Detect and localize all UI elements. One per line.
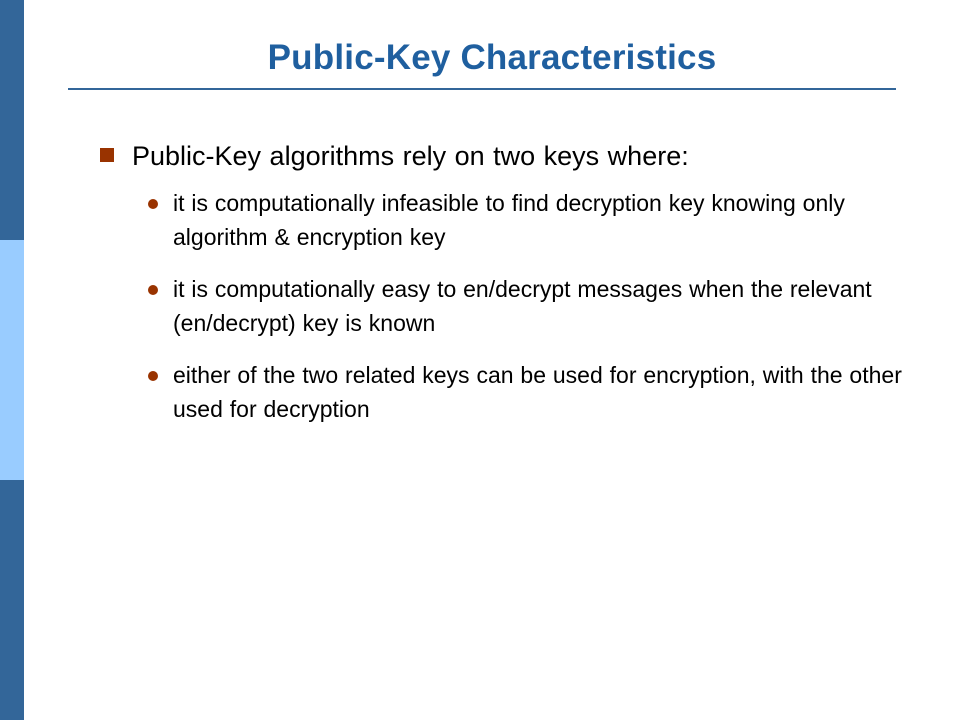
sub-bullet-item bbox=[148, 358, 920, 426]
dot-bullet-icon bbox=[148, 199, 158, 209]
square-bullet-icon bbox=[100, 148, 114, 162]
sub-bullet-text: either of the two related keys can be used for encryption, with the other used for decryption bbox=[173, 362, 902, 422]
dot-bullet-icon bbox=[148, 285, 158, 295]
bullet-item bbox=[100, 139, 920, 173]
side-bar-segment-middle bbox=[0, 240, 24, 480]
bullet-text: Public-Key algorithms rely on two keys where: bbox=[132, 141, 689, 171]
slide-title: Public-Key Characteristics bbox=[267, 38, 717, 77]
side-bar-segment-top bbox=[0, 0, 24, 240]
side-bar-segment-bottom bbox=[0, 480, 24, 720]
sub-bullet-text: it is computationally easy to en/decrypt messages when the relevant (en/decrypt) key is known bbox=[173, 276, 872, 336]
side-accent-bar bbox=[0, 0, 24, 720]
sub-bullet-list bbox=[100, 186, 920, 426]
sub-bullet-item bbox=[148, 272, 920, 340]
dot-bullet-icon bbox=[148, 371, 158, 381]
slide-content bbox=[100, 139, 920, 444]
sub-bullet-item bbox=[148, 186, 920, 254]
sub-bullet-text: it is computationally infeasible to find decryption key knowing only algorithm & encryption key bbox=[173, 190, 845, 250]
title-underline bbox=[68, 88, 896, 90]
